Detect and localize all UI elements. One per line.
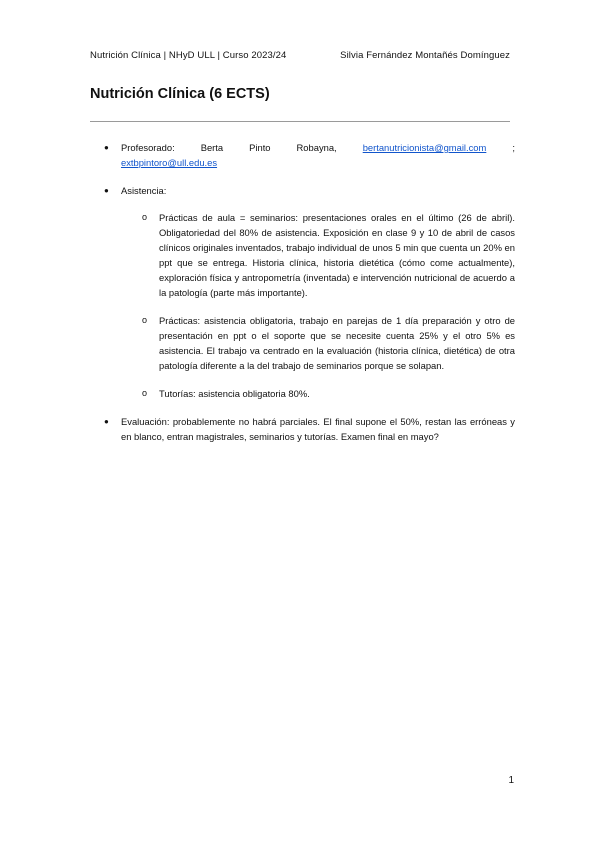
asistencia-label: Asistencia: xyxy=(121,185,167,196)
sub-item-text: Prácticas: asistencia obligatoria, trabajo en parejas de 1 día preparación y otro de presentación en ppt o el soporte que se necesite cuenta 25% y el otro 5% es asistencia. El trabajo va centrado en la evaluación (historia clínica, dietética) de otra patología diferente a la del trabajo de seminarios porque se solapan. xyxy=(159,315,515,371)
sub-item-text: Tutorías: asistencia obligatoria 80%. xyxy=(159,388,310,399)
email-separator: ; xyxy=(512,142,515,153)
list-item-asistencia xyxy=(90,183,515,401)
circle-bullet-icon: o xyxy=(142,212,148,222)
header-right: Silvia Fernández Montañés Domínguez xyxy=(340,50,510,61)
page-header xyxy=(90,50,510,61)
bullet-icon: ● xyxy=(104,143,109,152)
profesorado-line xyxy=(121,140,515,155)
bullet-icon: ● xyxy=(104,186,109,195)
page-title: Nutrición Clínica (6 ECTS) xyxy=(90,86,270,102)
profesorado-line-2 xyxy=(121,155,515,170)
profesorado-word-3: Robayna, xyxy=(296,142,337,153)
document-body xyxy=(90,140,515,457)
evaluacion-text: Evaluación: probablemente no habrá parciales. El final supone el 50%, restan las erróneas y en blanco, entran magistrales, seminarios y tutorías. Examen final en mayo? xyxy=(121,416,515,442)
bullet-icon: ● xyxy=(104,417,109,426)
sub-item-text: Prácticas de aula = seminarios: presentaciones orales en el último (26 de abril). Obligatoriedad del 80% de asistencia. Exposición en clase 9 y 10 de abril de casos clínicos originales inventados, trabajo individual de unos 5 min que cuenta un 20% en ppt que se entrega. Historia clínica, historia dietética (cómo come actualmente), exploración física y antropometría (inventada) e intervención nutricional de acuerdo a la patología (parte más importante). xyxy=(159,212,515,298)
profesorado-word-1: Berta xyxy=(200,142,224,153)
list-item-evaluacion xyxy=(90,414,515,444)
main-list xyxy=(90,140,515,444)
asistencia-sublist xyxy=(121,210,515,401)
header-left: Nutrición Clínica | NHyD ULL | Curso 2023/24 xyxy=(90,50,287,61)
circle-bullet-icon: o xyxy=(142,315,148,325)
title-divider xyxy=(90,121,510,122)
profesorado-label: Profesorado: xyxy=(121,142,175,153)
sub-item-tutorias xyxy=(121,386,515,401)
sub-item-practicas-aula xyxy=(121,210,515,300)
circle-bullet-icon: o xyxy=(142,388,148,398)
email-link-ull[interactable]: extbpintoro@ull.edu.es xyxy=(121,157,218,168)
email-link-gmail[interactable]: bertanutricionista@gmail.com xyxy=(362,142,487,153)
profesorado-word-2: Pinto xyxy=(249,142,271,153)
page-number: 1 xyxy=(508,775,514,786)
sub-item-practicas xyxy=(121,313,515,373)
list-item-profesorado xyxy=(90,140,515,170)
